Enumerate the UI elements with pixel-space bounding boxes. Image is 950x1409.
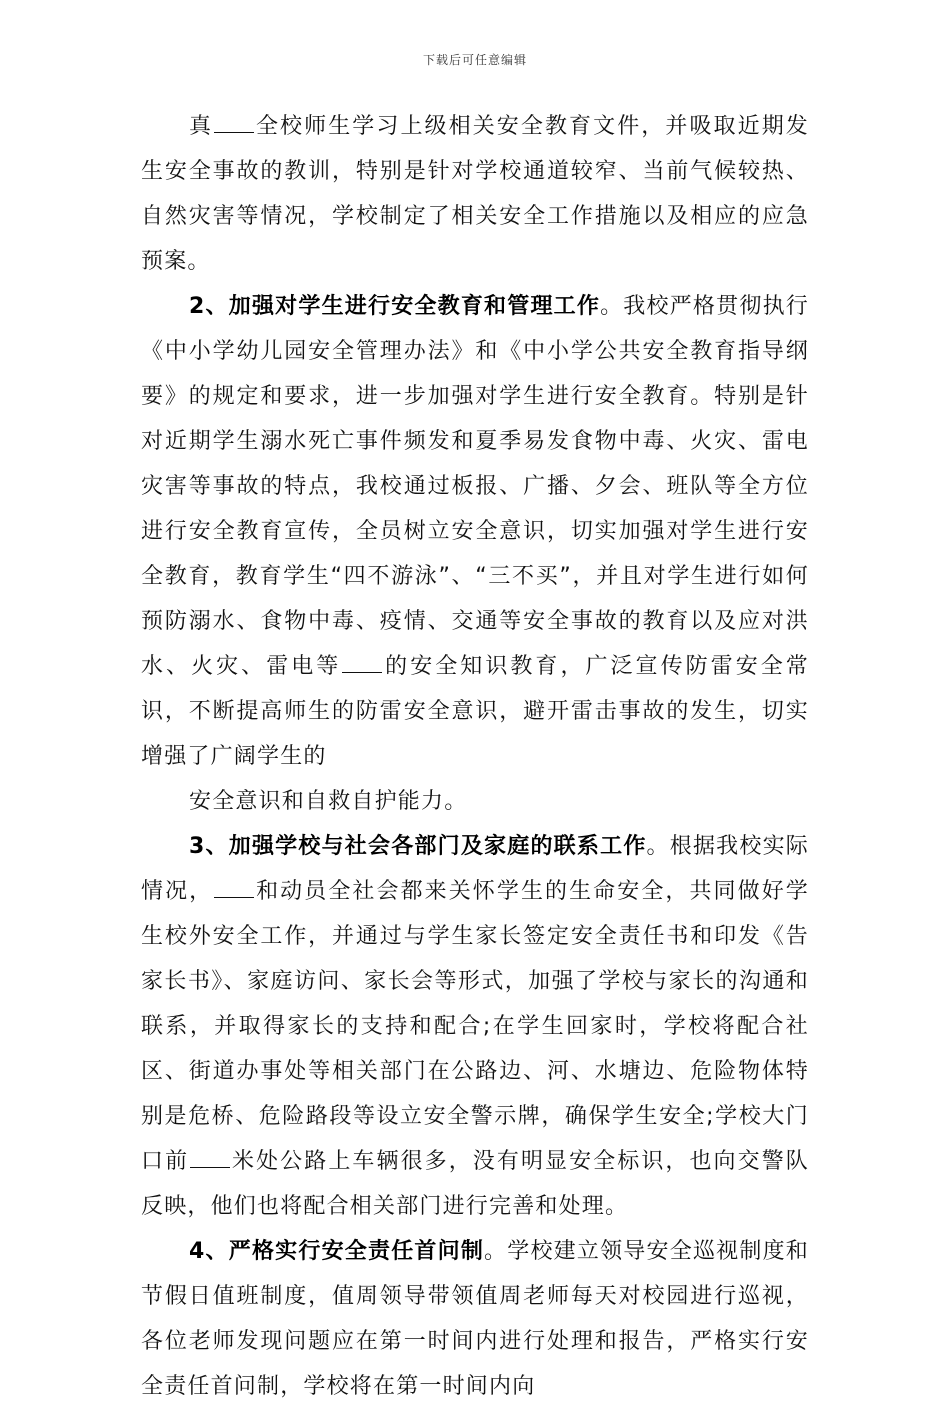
page-header: 下载后可任意编辑 (422, 53, 527, 67)
section-heading: 3、加强学校与社会各部门及家庭的联系工作 (189, 834, 647, 859)
paragraph-5 (141, 1229, 809, 1409)
paragraph-2 (141, 284, 809, 779)
document-body (141, 104, 809, 1409)
section-heading: 2、加强对学生进行安全教育和管理工作 (189, 294, 601, 319)
paragraph-text: 安全意识和自救自护能力。 (189, 789, 468, 814)
paragraph-text: 真 (189, 114, 214, 139)
paragraph-text: 。根据我校实际情况， (141, 834, 809, 904)
paragraph-3 (141, 779, 809, 824)
fill-in-blank (190, 1147, 230, 1168)
paragraph-text: 。学校建立领导安全巡视制度和节假日值班制度，值周领导带领值周老师每天对校园进行巡视，各位老师发现问题应在第一时间内进行处理和报告，严格实行安全责任首问制，学校将在第一时间内向 (141, 1239, 809, 1399)
paragraph-text: 的安全知识教育，广泛宣传防雷安全常识，不断提高师生的防雷安全意识，避开雷击事故的发生，切实增强了广阔学生的 (141, 654, 809, 769)
fill-in-blank (214, 112, 254, 133)
paragraph-4 (141, 824, 809, 1229)
paragraph-text: 全校师生学习上级相关安全教育文件，并吸取近期发生安全事故的教训，特别是针对学校通道较窄、当前气候较热、自然灾害等情况，学校制定了相关安全工作措施以及相应的应急预案。 (141, 114, 810, 274)
fill-in-blank (342, 652, 382, 673)
fill-in-blank (214, 877, 254, 898)
paragraph-text: 。我校严格贯彻执行《中小学幼儿园安全管理办法》和《中小学公共安全教育指导纲要》的规定和要求，进一步加强对学生进行安全教育。特别是针对近期学生溺水死亡事件频发和夏季易发食物中毒、火灾、雷电灾害等事故的特点，我校通过板报、广播、夕会、班队等全方位进行安全教育宣传，全员树立安全意识，切实加强对学生进行安全教育，教育学生“四不游泳”、“三不买”，并且对学生进行如何预防溺水、食物中毒、疫情、交通等安全事故的教育以及应对洪水、火灾、雷电等 (141, 294, 809, 679)
paragraph-text: 米处公路上车辆很多，没有明显安全标识，也向交警队反映，他们也将配合相关部门进行完善和处理。 (141, 1149, 809, 1219)
paragraph-text: 和动员全社会都来关怀学生的生命安全，共同做好学生校外安全工作，并通过与学生家长签定安全责任书和印发《告家长书》、家庭访问、家长会等形式，加强了学校与家长的沟通和联系，并取得家长的支持和配合;在学生回家时，学校将配合社区、街道办事处等相关部门在公路边、河、水塘边、危险物体特别是危桥、危险路段等设立安全警示牌，确保学生安全;学校大门口前 (141, 879, 809, 1174)
paragraph-1 (141, 104, 809, 284)
section-heading: 4、严格实行安全责任首问制 (189, 1239, 485, 1264)
